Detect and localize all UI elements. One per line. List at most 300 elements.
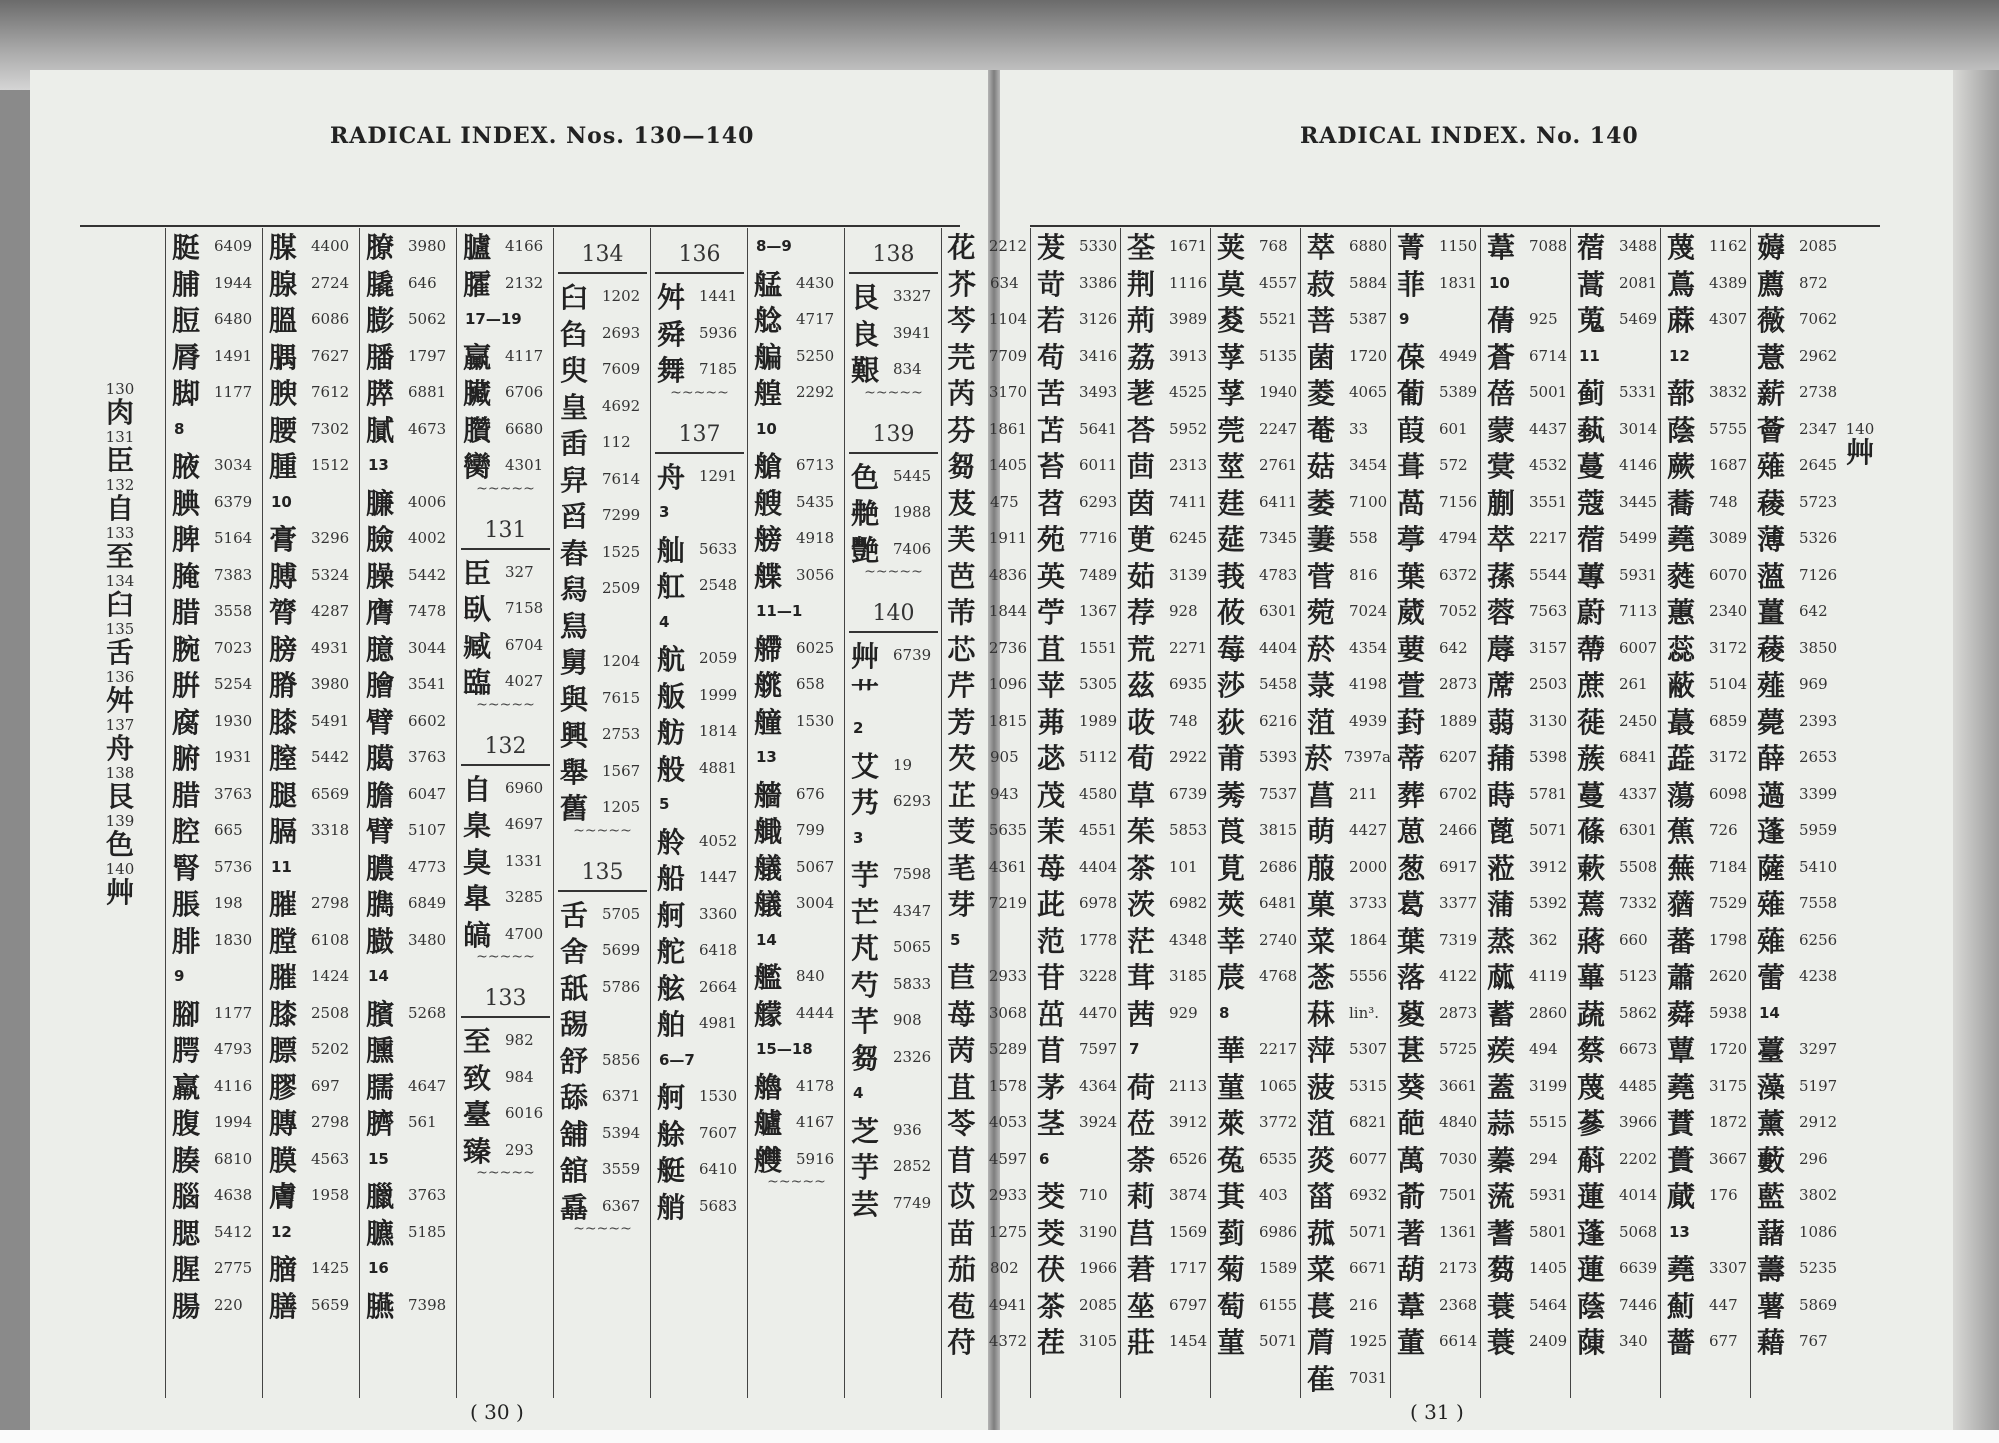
character: 膃 [268, 304, 297, 338]
index-entry [1391, 1177, 1481, 1214]
entry-number: 2313 [1169, 456, 1208, 475]
entry-number: 1331 [505, 851, 544, 870]
character: 艾 [850, 749, 879, 783]
character: 菖 [1306, 778, 1335, 812]
character: 膿 [365, 851, 394, 885]
index-entry [457, 770, 554, 807]
character: 薖 [1756, 778, 1785, 812]
entry-number: 7023 [214, 638, 253, 657]
index-entry [1121, 739, 1211, 776]
index-entry [1571, 1214, 1661, 1251]
character: 蓬 [1576, 1216, 1605, 1250]
character: 菸 [1306, 632, 1335, 666]
index-entry [263, 666, 360, 703]
character: 茴 [1126, 450, 1155, 484]
index-entry [1031, 301, 1121, 338]
entry-number: 5556 [1349, 967, 1388, 986]
entry-number: 5315 [1349, 1076, 1388, 1095]
index-entry [1751, 557, 1841, 594]
character: 荆 [1126, 267, 1155, 301]
character: 花 [947, 231, 976, 265]
index-entry [360, 265, 457, 302]
character: 茹 [1126, 559, 1155, 593]
entry-number: 5781 [1529, 784, 1568, 803]
entry-number: 4427 [1349, 821, 1388, 840]
character: 苧 [1036, 596, 1065, 630]
character: 膂 [268, 596, 297, 630]
index-entry [942, 739, 1027, 776]
character: 艦 [753, 961, 782, 995]
index-entry [360, 1177, 457, 1214]
entry-number: 5641 [1079, 419, 1118, 438]
entry-number: 1687 [1709, 456, 1748, 475]
stroke-count-heading: 14 [756, 930, 777, 949]
character: 蓆 [1486, 669, 1515, 703]
index-entry [1031, 520, 1121, 557]
entry-number: 2738 [1799, 383, 1838, 402]
stroke-count-heading: 8 [174, 419, 185, 438]
character: 舞 [656, 354, 685, 388]
section-end-tilde: ~~~~~ [476, 480, 535, 497]
index-entry [1031, 739, 1121, 776]
index-entry [1211, 1177, 1301, 1214]
entry-number: 1830 [214, 930, 253, 949]
entry-number: 928 [1169, 602, 1198, 621]
index-column [650, 228, 748, 1398]
character: 蒸 [1486, 924, 1515, 958]
index-entry [1751, 922, 1841, 959]
index-entry [1751, 849, 1841, 886]
character: 芽 [947, 888, 976, 922]
index-entry [263, 1068, 360, 1105]
character: 舌 [559, 898, 588, 932]
entry-number: 925 [1529, 310, 1558, 329]
character: 蓋 [1486, 1070, 1515, 1104]
index-entry [360, 995, 457, 1032]
radical-number: 140 [105, 860, 135, 878]
entry-number: 6098 [1709, 784, 1748, 803]
entry-number: 6706 [505, 383, 544, 402]
character: 臌 [365, 924, 394, 958]
stroke-count-heading: 15—18 [756, 1040, 813, 1058]
index-entry [263, 1141, 360, 1178]
character: 芊 [850, 1005, 879, 1039]
index-entry [1031, 411, 1121, 448]
character: 蕘 [1666, 1253, 1695, 1287]
entry-number: 2409 [1529, 1332, 1568, 1351]
entry-number: 7345 [1259, 529, 1298, 548]
entry-number: 2922 [1169, 748, 1208, 767]
character: 葡 [1396, 377, 1425, 411]
entry-number: 5635 [988, 821, 1027, 840]
index-entry [166, 703, 263, 740]
entry-number: 7563 [1529, 602, 1568, 621]
character: 苫 [1036, 413, 1065, 447]
character: 茜 [1126, 997, 1155, 1031]
entry-number: 767 [1799, 1332, 1828, 1351]
character: 范 [1036, 924, 1065, 958]
entry-number: 7383 [214, 565, 253, 584]
index-entry [166, 520, 263, 557]
character: 臑 [365, 1070, 394, 1104]
entry-number: 1551 [1079, 638, 1118, 657]
entry-number: lin³. [1349, 1003, 1380, 1022]
index-entry [1751, 1214, 1841, 1251]
index-column [1120, 228, 1211, 1398]
index-entry [360, 557, 457, 594]
entry-number: 4430 [796, 273, 835, 292]
entry-number: 1911 [988, 529, 1027, 548]
character: 芷 [947, 778, 976, 812]
entry-number: 4597 [988, 1149, 1027, 1168]
index-entry [166, 666, 263, 703]
entry-number: 1815 [988, 711, 1027, 730]
character: 若 [1036, 304, 1065, 338]
index-entry [1301, 1031, 1391, 1068]
character: 膊 [268, 559, 297, 593]
index-entry [1661, 849, 1751, 886]
index-entry [748, 885, 845, 922]
character: 蓺 [1576, 413, 1605, 447]
character: 臕 [365, 1216, 394, 1250]
index-entry [1751, 885, 1841, 922]
character: 苪 [947, 1034, 976, 1068]
radical-character: 舛 [105, 684, 134, 717]
character: 蕉 [1666, 815, 1695, 849]
character: 艙 [753, 450, 782, 484]
index-entry [360, 1031, 457, 1068]
character: 臠 [462, 450, 491, 484]
character: 艕 [753, 523, 782, 557]
index-entry [651, 932, 748, 969]
index-entry [360, 666, 457, 703]
index-entry [263, 995, 360, 1032]
character: 舄 [559, 573, 588, 607]
entry-number: 3297 [1799, 1040, 1838, 1059]
character: 舃 [559, 609, 588, 643]
entry-number: 5801 [1529, 1222, 1568, 1241]
index-entry [1121, 1214, 1211, 1251]
radical-character: 自 [105, 492, 134, 525]
entry-number: 1671 [1169, 237, 1208, 256]
index-entry [263, 447, 360, 484]
entry-number: 5959 [1799, 821, 1838, 840]
entry-number: 7615 [602, 688, 641, 707]
character: 蓍 [1486, 1216, 1515, 1250]
index-entry [263, 593, 360, 630]
index-entry [166, 228, 263, 265]
entry-number: 5515 [1529, 1113, 1568, 1132]
character: 莪 [1216, 559, 1245, 593]
entry-number: 5499 [1619, 529, 1658, 548]
character: 蕕 [1666, 888, 1695, 922]
index-entry [360, 922, 457, 959]
entry-number: 4444 [796, 1003, 835, 1022]
radical-character: 臣 [105, 444, 134, 477]
index-entry [1391, 265, 1481, 302]
character: 薯 [1756, 1289, 1785, 1323]
index-entry [1571, 520, 1661, 557]
character: 蒿 [1576, 267, 1605, 301]
entry-number: 6935 [1169, 675, 1208, 694]
character: 艸 [850, 640, 879, 674]
entry-number: 3377 [1439, 894, 1478, 913]
character: 苦 [1036, 377, 1065, 411]
character: 腐 [171, 705, 200, 739]
entry-number: 5633 [699, 539, 738, 558]
character: 蔡 [1576, 1034, 1605, 1068]
index-entry [845, 747, 942, 784]
radical-character: 艮 [105, 780, 134, 813]
index-entry [457, 228, 554, 265]
character: 蒂 [1396, 742, 1425, 776]
index-entry [1751, 228, 1841, 265]
index-entry [942, 411, 1027, 448]
index-entry [1211, 593, 1301, 630]
index-entry [651, 351, 748, 388]
index-entry [360, 593, 457, 630]
entry-number: 905 [990, 748, 1019, 767]
index-entry [166, 739, 263, 776]
entry-number: 7609 [602, 360, 641, 379]
character: 臉 [365, 523, 394, 557]
index-entry [263, 885, 360, 922]
character: 蒼 [1486, 340, 1515, 374]
entry-number: 4006 [408, 492, 447, 511]
index-entry [1571, 739, 1661, 776]
character: 荀 [1126, 742, 1155, 776]
stroke-count-heading: 12 [1669, 346, 1690, 365]
character: 舂 [559, 536, 588, 570]
character: 臇 [365, 888, 394, 922]
character: 莩 [1216, 377, 1245, 411]
character: 葭 [1396, 413, 1425, 447]
character: 苟 [1036, 340, 1065, 374]
entry-number: 7299 [602, 506, 641, 525]
entry-number: 5491 [311, 711, 350, 730]
character: 芭 [947, 559, 976, 593]
index-entry [748, 1104, 845, 1141]
character: 蒱 [1486, 742, 1515, 776]
character: 腢 [268, 340, 297, 374]
character: 葬 [1396, 778, 1425, 812]
entry-number: 1177 [214, 1003, 253, 1022]
index-entry [1121, 1104, 1211, 1141]
entry-number: 4354 [1349, 638, 1388, 657]
entry-number: 1424 [311, 967, 350, 986]
character: 菜 [1306, 924, 1335, 958]
entry-number: 7302 [311, 419, 350, 438]
index-entry [457, 554, 554, 591]
character: 蓿 [1576, 523, 1605, 557]
index-entry [1481, 739, 1571, 776]
index-entry [748, 995, 845, 1032]
entry-number: 2775 [214, 1259, 253, 1278]
entry-number: 572 [1439, 456, 1468, 475]
index-entry [942, 374, 1027, 411]
entry-number: 2085 [1799, 237, 1838, 256]
entry-number: 1525 [602, 542, 641, 561]
character: 薏 [1756, 340, 1785, 374]
character: 茸 [1126, 961, 1155, 995]
character: 苻 [947, 1326, 976, 1360]
index-entry [166, 1214, 263, 1251]
character: 膚 [268, 1180, 297, 1214]
character: 臊 [365, 559, 394, 593]
character: 苔 [1036, 450, 1065, 484]
index-entry [263, 1177, 360, 1214]
entry-number: 7749 [893, 1193, 932, 1212]
index-entry [1661, 484, 1751, 521]
character: 膈 [268, 815, 297, 849]
character: 茅 [1036, 1070, 1065, 1104]
character: 色 [850, 460, 879, 494]
character: 臛 [462, 267, 491, 301]
index-column [1570, 228, 1661, 1398]
character: 蕞 [1666, 705, 1695, 739]
character: 蓄 [1486, 997, 1515, 1031]
entry-number: 7319 [1439, 930, 1478, 949]
entry-number: 6917 [1439, 857, 1478, 876]
entry-number: 4783 [1259, 565, 1298, 584]
entry-number: 748 [1169, 711, 1198, 730]
character: 薔 [1666, 1326, 1695, 1360]
character: 芥 [947, 267, 976, 301]
index-entry [554, 315, 651, 352]
entry-number: 6371 [602, 1087, 641, 1106]
index-column [1480, 228, 1571, 1398]
index-entry [1481, 885, 1571, 922]
character: 葫 [1396, 1253, 1425, 1287]
stroke-count-heading: 13 [368, 456, 389, 474]
entry-number: 5683 [699, 1196, 738, 1215]
character: 膗 [268, 888, 297, 922]
entry-number: 5938 [1709, 1003, 1748, 1022]
character: 苴 [1036, 632, 1065, 666]
entry-number: 5250 [796, 346, 835, 365]
index-entry [1211, 520, 1301, 557]
character: 蓓 [1486, 377, 1515, 411]
entry-number: 6379 [214, 492, 253, 511]
entry-number: 6978 [1079, 894, 1118, 913]
index-entry [1121, 812, 1211, 849]
entry-number: 4389 [1709, 273, 1748, 292]
character: 薑 [1756, 596, 1785, 630]
index-entry [457, 843, 554, 880]
index-entry [1211, 1068, 1301, 1105]
character: 茇 [1036, 231, 1065, 265]
index-entry [166, 776, 263, 813]
entry-number: 296 [1799, 1149, 1828, 1168]
index-entry [942, 484, 1027, 521]
character: 董 [1396, 1326, 1425, 1360]
entry-number: 5307 [1349, 1040, 1388, 1059]
entry-number: 6535 [1259, 1149, 1298, 1168]
entry-number: 4638 [214, 1186, 253, 1205]
entry-number: 561 [408, 1113, 437, 1132]
entry-number: 3980 [311, 675, 350, 694]
entry-number: 3175 [1709, 1076, 1748, 1095]
index-entry [1571, 374, 1661, 411]
character: 臢 [462, 413, 491, 447]
character: 菺 [1306, 1326, 1335, 1360]
index-entry [1571, 630, 1661, 667]
index-entry [942, 666, 1027, 703]
radical-number: 138 [105, 764, 135, 782]
index-entry [1481, 484, 1571, 521]
character: 葳 [1396, 596, 1425, 630]
character: 膛 [268, 924, 297, 958]
character: 膘 [268, 1034, 297, 1068]
character: 芃 [850, 932, 879, 966]
entry-number: 6821 [1349, 1113, 1388, 1132]
character: 艞 [753, 669, 782, 703]
entry-number: 7406 [893, 539, 932, 558]
character: 芮 [947, 377, 976, 411]
character: 臍 [365, 1107, 394, 1141]
entry-number: 4981 [699, 1014, 738, 1033]
index-entry [263, 265, 360, 302]
index-entry [1031, 666, 1121, 703]
character: 蕩 [1666, 778, 1695, 812]
entry-number: 3399 [1799, 784, 1838, 803]
index-entry [1301, 338, 1391, 375]
entry-number: 5387 [1349, 310, 1388, 329]
index-entry [1391, 1287, 1481, 1324]
character: 苺 [1036, 851, 1065, 885]
entry-number: 6702 [1439, 784, 1478, 803]
stroke-count-heading: 5 [659, 795, 670, 813]
index-entry [1301, 666, 1391, 703]
index-entry [1391, 703, 1481, 740]
entry-number: 4117 [505, 346, 544, 365]
index-entry [1481, 1141, 1571, 1178]
index-entry [1301, 958, 1391, 995]
index-entry [1121, 958, 1211, 995]
entry-number: 5736 [214, 857, 253, 876]
character: 芹 [947, 669, 976, 703]
character: 腜 [268, 231, 297, 265]
index-entry [457, 338, 554, 375]
index-entry [845, 783, 942, 820]
entry-number: 3913 [1169, 346, 1208, 365]
index-entry [166, 922, 263, 959]
index-column [262, 228, 360, 1398]
character: 菇 [1306, 450, 1335, 484]
index-entry [1121, 520, 1211, 557]
entry-number: 642 [1439, 638, 1468, 657]
entry-number: 1441 [699, 287, 738, 306]
radical-number: 131 [105, 428, 135, 446]
entry-number: 2217 [1529, 529, 1568, 548]
entry-number: 2761 [1259, 456, 1298, 475]
entry-number: 6418 [699, 941, 738, 960]
entry-number: 1958 [311, 1186, 350, 1205]
index-entry [554, 716, 651, 753]
index-entry [1751, 265, 1841, 302]
index-entry [360, 374, 457, 411]
index-entry [651, 859, 748, 896]
character: 菊 [1216, 1253, 1245, 1287]
index-entry [1751, 666, 1841, 703]
index-entry [1121, 1177, 1211, 1214]
entry-number: 6849 [408, 894, 447, 913]
entry-number: 4580 [1079, 784, 1118, 803]
character: 腠 [171, 1143, 200, 1177]
entry-number: 6007 [1619, 638, 1658, 657]
character: 萃 [1306, 231, 1335, 265]
index-entry [1661, 630, 1751, 667]
